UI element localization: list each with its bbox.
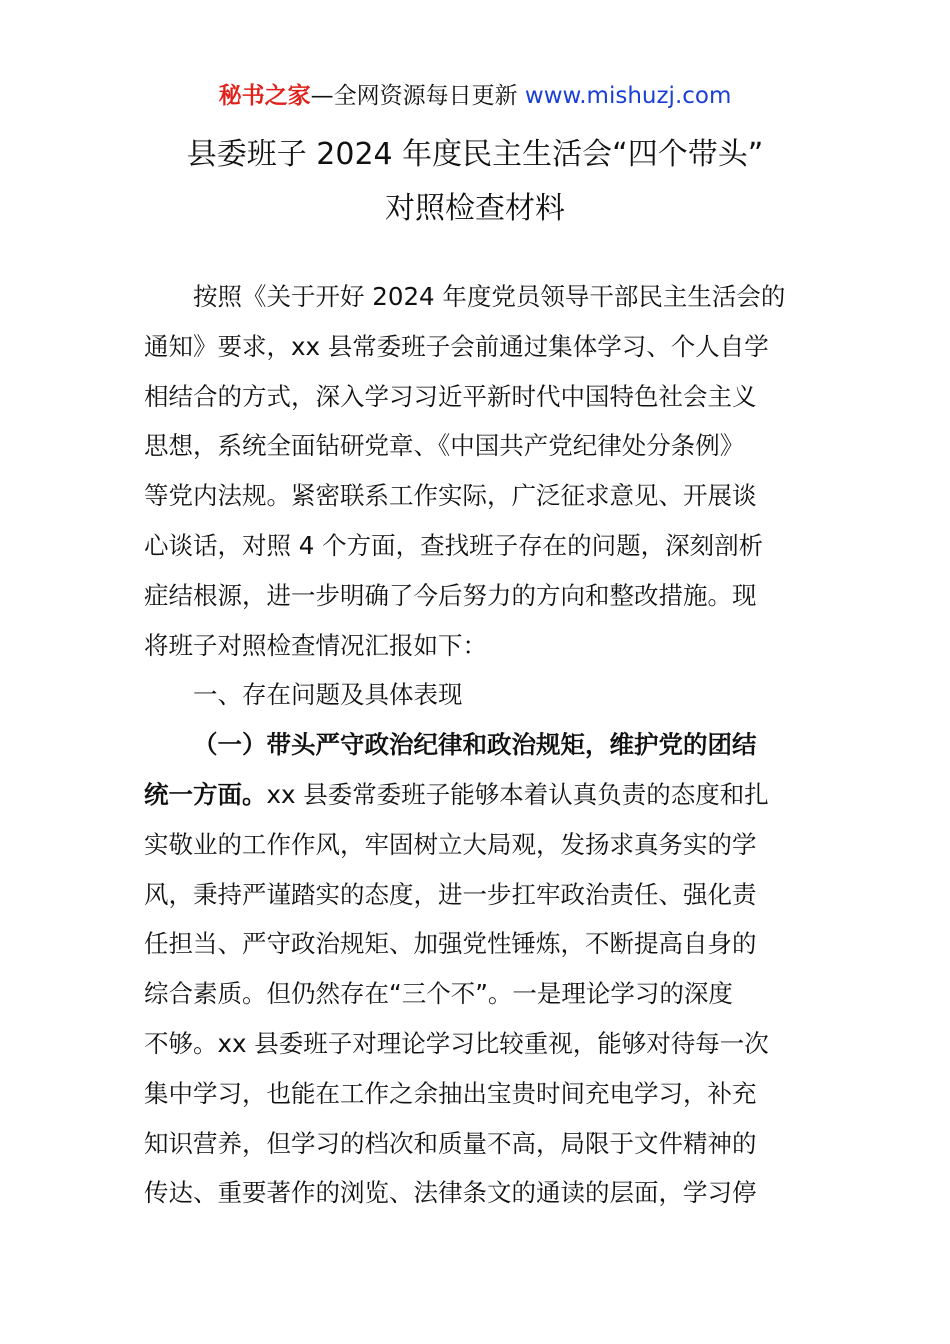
body-text-line <box>144 1069 808 1119</box>
section-heading-continuation: 统一方面。 <box>144 779 267 809</box>
body-text-line <box>144 571 808 621</box>
document-title-line-1: 县委班子 2024 年度民主生活会“四个带头” <box>186 137 764 172</box>
body-text: 知识营养，但学习的档次和质量不高，局限于文件精神的 <box>144 1128 757 1158</box>
site-brand: 秘书之家 <box>218 83 311 109</box>
site-url-link[interactable]: www.mishuzj.com <box>524 83 732 109</box>
body-text-line <box>144 820 808 870</box>
body-text: 思想，系统全面钻研党章、《中国共产党纪律处分条例》 <box>144 431 745 461</box>
body-text: 症结根源，进一步明确了今后努力的方向和整改措施。现 <box>144 580 757 610</box>
site-header-banner <box>0 80 950 112</box>
body-text-line <box>144 421 808 471</box>
body-text-line <box>144 272 808 322</box>
body-text-line <box>144 969 808 1019</box>
document-title-line-2: 对照检查材料 <box>385 191 565 226</box>
body-text-line <box>144 770 808 820</box>
document-title <box>0 128 950 236</box>
body-text-line <box>144 521 808 571</box>
body-text: 风，秉持严谨踏实的态度，进一步扛牢政治责任、强化责 <box>144 879 757 909</box>
body-text: 将班子对照检查情况汇报如下： <box>144 630 487 660</box>
body-text-line <box>144 372 808 422</box>
site-tagline: —全网资源每日更新 <box>310 83 525 109</box>
body-text: 按照《关于开好 2024 年度党员领导干部民主生活会的 <box>193 282 786 311</box>
body-text-line <box>144 471 808 521</box>
body-text-line <box>144 720 808 770</box>
body-text: xx 县委常委班子能够本着认真负责的态度和扎 <box>266 779 769 809</box>
body-text-line <box>144 322 808 372</box>
body-text: 通知》要求，xx 县常委班子会前通过集体学习、个人自学 <box>144 331 769 361</box>
body-text-line <box>144 870 808 920</box>
body-text: 不够。xx 县委班子对理论学习比较重视，能够对待每一次 <box>144 1028 769 1058</box>
body-text: 传达、重要著作的浏览、法律条文的通读的层面，学习停 <box>144 1178 757 1208</box>
body-text: 相结合的方式，深入学习习近平新时代中国特色社会主义 <box>144 381 757 411</box>
body-text-line <box>144 1019 808 1069</box>
body-text: 一、存在问题及具体表现 <box>193 680 463 710</box>
body-text-line <box>144 1168 808 1218</box>
body-text: 心谈话，对照 4 个方面，查找班子存在的问题，深刻剖析 <box>144 530 764 560</box>
body-text-line <box>144 670 808 720</box>
body-text: 任担当、严守政治规矩、加强党性锤炼，不断提高自身的 <box>144 929 757 959</box>
document-body <box>144 272 808 1218</box>
body-text-line <box>144 919 808 969</box>
body-text: 等党内法规。紧密联系工作实际，广泛征求意见、开展谈 <box>144 481 757 511</box>
body-text-line <box>144 621 808 671</box>
body-text: 综合素质。但仍然存在“三个不”。一是理论学习的深度 <box>144 979 733 1009</box>
body-text: （一）带头严守政治纪律和政治规矩，维护党的团结 <box>193 730 757 760</box>
body-text: 集中学习，也能在工作之余抽出宝贵时间充电学习，补充 <box>144 1078 757 1108</box>
body-text-line <box>144 1119 808 1169</box>
body-text: 实敬业的工作作风，牢固树立大局观，发扬求真务实的学 <box>144 829 757 859</box>
